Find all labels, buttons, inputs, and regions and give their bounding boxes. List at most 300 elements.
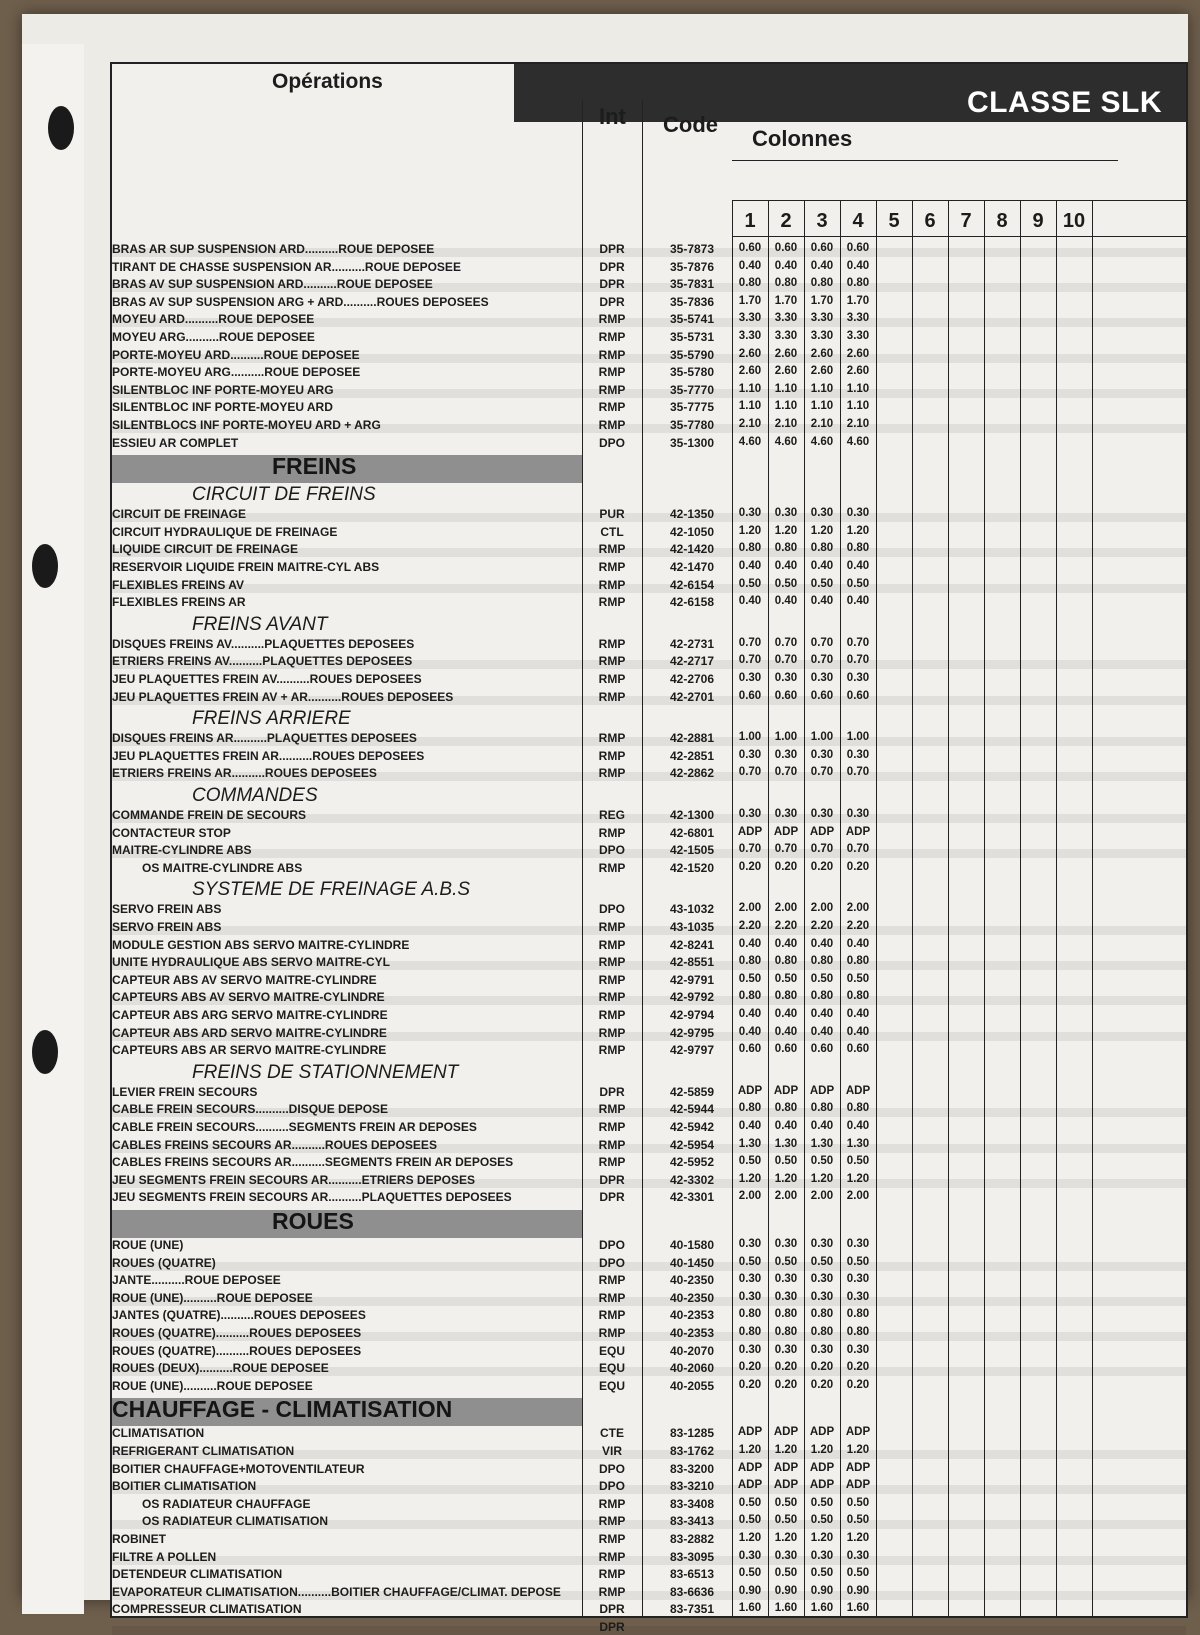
column-value: 0.70 bbox=[774, 636, 798, 649]
column-line bbox=[948, 200, 949, 1616]
column-value: ADP bbox=[845, 1479, 871, 1492]
column-value: 0.80 bbox=[774, 542, 798, 555]
column-value: 0.30 bbox=[774, 1238, 798, 1250]
operation-code: 40-1450 bbox=[669, 1255, 715, 1270]
operation-label: DISQUES FREINS AV..........PLAQUETTES DEPOSEES bbox=[112, 636, 415, 651]
column-value: 0.50 bbox=[738, 577, 762, 590]
column-number: 7 bbox=[960, 210, 972, 232]
column-value: 0.40 bbox=[846, 560, 870, 572]
operation-label: JEU SEGMENTS FREIN SECOURS AR..........PLAQUETTES DEPOSEES bbox=[112, 1190, 512, 1205]
column-number: 8 bbox=[996, 210, 1008, 232]
int-code: RMP bbox=[598, 400, 626, 415]
column-value: 3.30 bbox=[846, 330, 870, 342]
column-value: 1.10 bbox=[774, 400, 798, 413]
column-value: 0.20 bbox=[738, 1378, 762, 1391]
operation-code: 42-5944 bbox=[669, 1102, 715, 1117]
int-code: RMP bbox=[598, 347, 626, 362]
column-value: 0.30 bbox=[846, 1343, 870, 1356]
code-header: Code bbox=[663, 112, 718, 137]
column-value: 0.60 bbox=[810, 242, 834, 254]
operation-code: 35-5731 bbox=[669, 330, 715, 344]
column-value: 0.80 bbox=[774, 1326, 798, 1338]
column-value: 1.20 bbox=[810, 524, 834, 537]
column-value: 0.70 bbox=[738, 636, 762, 649]
int-code: EQU bbox=[598, 1378, 625, 1393]
operation-code: 42-1420 bbox=[669, 542, 715, 557]
column-value: 0.40 bbox=[738, 259, 762, 272]
column-value: 1.10 bbox=[738, 382, 762, 395]
column-value: 0.80 bbox=[774, 1308, 798, 1321]
operation-label: JEU PLAQUETTES FREIN AV..........ROUES DEPOSEES bbox=[112, 672, 422, 686]
int-code: RMP bbox=[598, 672, 626, 686]
operation-label: DETENDEUR CLIMATISATION bbox=[112, 1567, 283, 1582]
column-value: 1.70 bbox=[738, 294, 762, 307]
column-value: 0.30 bbox=[738, 748, 762, 761]
operation-code: 42-1470 bbox=[669, 560, 715, 574]
column-value: 1.20 bbox=[738, 1172, 762, 1185]
column-value: ADP bbox=[737, 825, 763, 838]
int-code: RMP bbox=[598, 1496, 626, 1511]
column-value: 0.20 bbox=[846, 860, 870, 873]
int-code: CTL bbox=[600, 524, 624, 539]
int-code: RMP bbox=[598, 1155, 626, 1170]
subsection-title: COMMANDES bbox=[192, 785, 318, 806]
column-value: 0.30 bbox=[738, 1343, 762, 1356]
column-value: 2.60 bbox=[846, 365, 870, 378]
operation-label: ROUES (QUATRE)..........ROUES DEPOSEES bbox=[112, 1326, 362, 1340]
column-value: 1.30 bbox=[774, 1137, 798, 1150]
binder-hole bbox=[32, 1030, 58, 1074]
header-rule bbox=[732, 200, 1186, 201]
int-code: REG bbox=[598, 808, 625, 822]
int-code: DPR bbox=[599, 1602, 625, 1617]
operation-label: TIRANT DE CHASSE SUSPENSION AR..........ROUE DEPOSEE bbox=[112, 259, 461, 274]
column-value: 1.20 bbox=[810, 1444, 834, 1456]
column-value: 0.50 bbox=[738, 1514, 762, 1527]
int-code: RMP bbox=[598, 577, 626, 592]
operation-label: BRAS AV SUP SUSPENSION ARD..........ROUE DEPOSEE bbox=[112, 277, 433, 292]
column-value: 0.20 bbox=[810, 1361, 834, 1374]
operation-label: CABLE FREIN SECOURS..........SEGMENTS FREIN AR DEPOSES bbox=[112, 1120, 477, 1134]
operation-label: BOITIER CLIMATISATION bbox=[112, 1479, 257, 1494]
operation-code: 83-1285 bbox=[669, 1426, 715, 1441]
operation-code: 35-7873 bbox=[669, 242, 715, 256]
column-value: 0.70 bbox=[810, 843, 834, 856]
operation-code: 42-9792 bbox=[669, 990, 715, 1005]
operation-label: CIRCUIT HYDRAULIQUE DE FREINAGE bbox=[112, 524, 338, 539]
column-value: 0.30 bbox=[846, 1273, 870, 1286]
column-value: 0.50 bbox=[846, 1155, 870, 1168]
int-code: RMP bbox=[598, 731, 626, 746]
operation-code: 83-3408 bbox=[669, 1496, 715, 1511]
column-value: ADP bbox=[809, 1479, 835, 1492]
int-code: RMP bbox=[598, 1043, 626, 1058]
class-label: CLASSE SLK bbox=[966, 86, 1162, 119]
labour-time-table bbox=[110, 62, 1188, 1634]
int-code: RMP bbox=[598, 542, 626, 557]
column-value: 0.50 bbox=[738, 1155, 762, 1168]
binder-edge bbox=[22, 44, 84, 1614]
column-value: 0.60 bbox=[774, 242, 798, 254]
operation-code: 83-3413 bbox=[669, 1514, 715, 1529]
column-value: 0.30 bbox=[774, 1273, 798, 1286]
column-value: 1.10 bbox=[738, 400, 762, 413]
column-line bbox=[1056, 200, 1057, 1616]
int-code: RMP bbox=[598, 365, 626, 380]
column-value: 1.10 bbox=[774, 382, 798, 395]
header-rule bbox=[732, 160, 1118, 161]
operation-label: COMPRESSEUR CLIMATISATION bbox=[112, 1602, 302, 1617]
int-code: DPR bbox=[599, 242, 625, 256]
column-value: 1.20 bbox=[738, 524, 762, 537]
operation-label: BRAS AR SUP SUSPENSION ARD..........ROUE DEPOSEE bbox=[112, 242, 435, 256]
column-value: 1.70 bbox=[846, 294, 870, 307]
operation-code: 42-2706 bbox=[669, 672, 715, 686]
operation-label: JANTE..........ROUE DEPOSEE bbox=[112, 1273, 281, 1288]
column-value: 0.50 bbox=[774, 577, 798, 590]
int-code: PUR bbox=[599, 507, 625, 522]
operation-code: 40-1580 bbox=[669, 1238, 715, 1252]
operation-code: 83-1762 bbox=[669, 1444, 715, 1458]
column-value: ADP bbox=[737, 1426, 763, 1439]
int-code: RMP bbox=[598, 1290, 626, 1305]
column-value: 0.70 bbox=[738, 843, 762, 856]
operation-code: 83-3210 bbox=[669, 1479, 715, 1494]
operation-code: 42-9795 bbox=[669, 1025, 715, 1040]
column-value: 0.90 bbox=[738, 1584, 762, 1597]
int-code: RMP bbox=[598, 1308, 626, 1323]
column-value: 1.60 bbox=[774, 1602, 798, 1615]
column-value: ADP bbox=[737, 1084, 763, 1097]
operation-code: 42-3301 bbox=[669, 1190, 715, 1205]
column-value: 0.80 bbox=[810, 1102, 834, 1115]
int-code: RMP bbox=[598, 748, 626, 763]
column-value: 2.60 bbox=[738, 365, 762, 378]
operation-code: 83-3095 bbox=[669, 1549, 715, 1564]
column-value: 0.30 bbox=[810, 672, 834, 684]
column-value: 1.30 bbox=[846, 1137, 870, 1150]
column-value: 0.30 bbox=[810, 748, 834, 761]
operation-code: 42-5859 bbox=[669, 1084, 715, 1099]
column-value: 3.30 bbox=[810, 312, 834, 325]
binder-hole bbox=[48, 106, 74, 150]
operation-code: 42-8241 bbox=[669, 937, 715, 952]
operation-label: PORTE-MOYEU ARD..........ROUE DEPOSEE bbox=[112, 347, 360, 362]
operation-code: 35-5741 bbox=[669, 312, 715, 327]
column-value: 0.40 bbox=[738, 1120, 762, 1132]
column-value: 0.80 bbox=[774, 1102, 798, 1115]
column-value: 1.60 bbox=[810, 1602, 834, 1615]
int-code: DPR bbox=[599, 1620, 625, 1634]
int-code: DPR bbox=[599, 1084, 625, 1099]
column-value: 0.40 bbox=[774, 1120, 798, 1132]
operation-label: ROUE (UNE) bbox=[112, 1238, 184, 1252]
column-value: 0.60 bbox=[738, 242, 762, 254]
column-value: ADP bbox=[809, 1426, 835, 1439]
column-value: 1.10 bbox=[846, 400, 870, 413]
int-code: EQU bbox=[598, 1361, 625, 1376]
column-value: 0.50 bbox=[738, 1567, 762, 1580]
column-value: ADP bbox=[845, 1084, 871, 1097]
column-value: 0.30 bbox=[774, 1343, 798, 1356]
int-code: DPR bbox=[599, 1172, 625, 1187]
column-value: 0.50 bbox=[810, 1155, 834, 1168]
section-title: CHAUFFAGE - CLIMATISATION bbox=[112, 1396, 453, 1423]
column-value: 0.70 bbox=[774, 843, 798, 856]
operation-code: 83-6513 bbox=[669, 1567, 715, 1582]
int-code: RMP bbox=[598, 636, 626, 651]
column-value: 4.60 bbox=[846, 435, 870, 448]
column-value: 1.20 bbox=[810, 1532, 834, 1544]
column-number: 1 bbox=[744, 210, 756, 232]
column-value: 2.00 bbox=[846, 1190, 870, 1203]
operation-code: 35-7780 bbox=[669, 418, 715, 432]
column-value: 0.30 bbox=[738, 808, 762, 820]
column-value: 0.80 bbox=[810, 955, 834, 968]
operation-label: CAPTEURS ABS AV SERVO MAITRE-CYLINDRE bbox=[112, 990, 385, 1005]
column-value: 0.20 bbox=[774, 1378, 798, 1391]
column-value: 0.20 bbox=[774, 1361, 798, 1374]
column-value: 1.20 bbox=[810, 1172, 834, 1185]
column-value: 1.70 bbox=[810, 294, 834, 307]
column-value: 0.30 bbox=[846, 748, 870, 761]
subsection-title: FREINS DE STATIONNEMENT bbox=[192, 1061, 459, 1083]
column-value: 0.30 bbox=[774, 507, 798, 520]
column-value: 0.80 bbox=[810, 542, 834, 555]
column-value: 0.80 bbox=[774, 990, 798, 1003]
column-value: ADP bbox=[773, 1461, 799, 1474]
column-value: 0.40 bbox=[846, 1008, 870, 1020]
operation-label: SERVO FREIN ABS bbox=[112, 902, 222, 917]
column-value: 2.60 bbox=[774, 365, 798, 378]
operation-code: 42-8551 bbox=[669, 955, 715, 970]
int-code: EQU bbox=[598, 1343, 625, 1358]
column-value: 0.30 bbox=[810, 1238, 834, 1250]
column-value: 0.80 bbox=[738, 990, 762, 1003]
operation-code: 42-6801 bbox=[669, 825, 715, 840]
column-value: 2.00 bbox=[774, 1190, 798, 1203]
column-value: 0.40 bbox=[846, 1025, 870, 1038]
column-value: 0.50 bbox=[774, 972, 798, 985]
column-value: 0.50 bbox=[774, 1155, 798, 1168]
column-value: 0.70 bbox=[846, 636, 870, 649]
column-value: 2.20 bbox=[738, 920, 762, 932]
operation-code: 43-1032 bbox=[669, 902, 715, 917]
binder-hole bbox=[32, 544, 58, 588]
operation-code: 40-2350 bbox=[669, 1273, 715, 1288]
subsection-title: FREINS ARRIERE bbox=[192, 708, 351, 730]
int-header: Int bbox=[599, 104, 626, 129]
column-value: 0.50 bbox=[810, 1255, 834, 1268]
column-value: 0.40 bbox=[774, 1025, 798, 1038]
column-value: 0.80 bbox=[810, 1326, 834, 1338]
column-line bbox=[984, 200, 985, 1616]
section-title: FREINS bbox=[272, 453, 357, 480]
column-value: 0.40 bbox=[738, 595, 762, 608]
column-value: ADP bbox=[809, 1461, 835, 1474]
operation-code: 83-2882 bbox=[669, 1532, 715, 1546]
subsection-title: SYSTEME DE FREINAGE A.B.S bbox=[192, 879, 471, 901]
int-code: DPR bbox=[599, 259, 625, 274]
operation-label: MOYEU ARG..........ROUE DEPOSEE bbox=[112, 330, 315, 344]
operation-label: ESSIEU AR COMPLET bbox=[112, 435, 239, 450]
operation-label: JEU SEGMENTS FREIN SECOURS AR..........ETRIERS DEPOSES bbox=[112, 1172, 475, 1187]
column-value: 2.60 bbox=[774, 347, 798, 360]
column-number: 10 bbox=[1062, 210, 1086, 232]
column-value: 0.30 bbox=[774, 808, 798, 820]
column-value: 0.80 bbox=[738, 277, 762, 290]
column-number: 2 bbox=[780, 210, 792, 232]
operation-label: SILENTBLOC INF PORTE-MOYEU ARG bbox=[112, 382, 334, 397]
column-value: 2.00 bbox=[774, 902, 798, 915]
column-value: 0.20 bbox=[774, 860, 798, 873]
operation-label: COMMANDE FREIN DE SECOURS bbox=[112, 808, 307, 822]
column-value: 0.40 bbox=[774, 560, 798, 572]
int-code: RMP bbox=[598, 1532, 626, 1546]
column-value: 0.40 bbox=[774, 1008, 798, 1020]
int-code: RMP bbox=[598, 1514, 626, 1529]
column-value: 1.10 bbox=[810, 382, 834, 395]
column-value: 0.70 bbox=[738, 766, 762, 779]
column-value: 4.60 bbox=[810, 435, 834, 448]
operation-code: 42-6154 bbox=[669, 577, 715, 592]
operation-label: CONTACTEUR STOP bbox=[112, 825, 231, 840]
column-value: 0.50 bbox=[738, 1496, 762, 1509]
column-value: 2.10 bbox=[810, 418, 834, 430]
column-value: 0.80 bbox=[810, 990, 834, 1003]
column-value: 0.80 bbox=[810, 277, 834, 290]
column-value: 0.50 bbox=[846, 1514, 870, 1527]
column-value: 0.70 bbox=[810, 654, 834, 667]
column-value: ADP bbox=[845, 825, 871, 838]
int-code: RMP bbox=[598, 1567, 626, 1582]
column-value: 1.00 bbox=[774, 731, 798, 744]
column-number: 4 bbox=[852, 210, 864, 232]
column-value: 2.60 bbox=[810, 347, 834, 360]
column-value: 0.80 bbox=[774, 277, 798, 290]
column-value: 0.40 bbox=[774, 937, 798, 950]
operation-code: 40-2055 bbox=[669, 1378, 715, 1393]
column-value: 0.30 bbox=[774, 672, 798, 684]
int-code: RMP bbox=[598, 766, 626, 781]
column-value: 2.10 bbox=[774, 418, 798, 430]
column-value: 0.80 bbox=[738, 1102, 762, 1115]
column-value: 1.60 bbox=[738, 1602, 762, 1615]
column-value: 0.70 bbox=[774, 654, 798, 667]
column-value: 0.50 bbox=[846, 1255, 870, 1268]
column-value: 3.30 bbox=[846, 312, 870, 325]
column-value: 0.50 bbox=[846, 577, 870, 590]
int-code: RMP bbox=[598, 1584, 626, 1599]
row-stripe bbox=[112, 1626, 1186, 1635]
operation-code: 42-1520 bbox=[669, 860, 715, 875]
int-code: RMP bbox=[598, 1326, 626, 1340]
int-code: DPO bbox=[598, 902, 625, 917]
column-value: 0.60 bbox=[774, 1043, 798, 1056]
int-code: DPR bbox=[599, 294, 625, 309]
column-value: 0.40 bbox=[846, 1120, 870, 1132]
subsection-title: FREINS AVANT bbox=[192, 613, 328, 635]
column-value: 1.20 bbox=[774, 1172, 798, 1185]
operation-code: 40-2060 bbox=[669, 1361, 715, 1376]
operation-label: LEVIER FREIN SECOURS bbox=[112, 1084, 258, 1099]
operation-label: SILENTBLOC INF PORTE-MOYEU ARD bbox=[112, 400, 333, 415]
operation-label: CLIMATISATION bbox=[112, 1426, 205, 1441]
column-value: 1.20 bbox=[774, 1444, 798, 1456]
int-code: RMP bbox=[598, 1273, 626, 1288]
operation-label: CIRCUIT DE FREINAGE bbox=[112, 507, 247, 522]
column-value: 1.20 bbox=[738, 1532, 762, 1544]
int-code: RMP bbox=[598, 382, 626, 397]
operation-label: FILTRE A POLLEN bbox=[112, 1549, 217, 1564]
column-value: 0.40 bbox=[810, 259, 834, 272]
column-value: 0.30 bbox=[810, 808, 834, 820]
column-value: ADP bbox=[773, 825, 799, 838]
operation-code: 83-6636 bbox=[669, 1584, 715, 1599]
int-code: RMP bbox=[598, 825, 626, 840]
operation-label: JEU PLAQUETTES FREIN AV + AR..........ROUES DEPOSEES bbox=[112, 689, 454, 704]
column-number: 9 bbox=[1032, 210, 1044, 232]
column-value: 4.60 bbox=[738, 435, 762, 448]
column-value: ADP bbox=[845, 1426, 871, 1439]
column-value: 0.40 bbox=[810, 1008, 834, 1020]
column-value: 1.30 bbox=[810, 1137, 834, 1150]
operation-code: 35-7775 bbox=[669, 400, 715, 415]
column-value: 1.00 bbox=[846, 731, 870, 744]
column-value: 0.20 bbox=[738, 1361, 762, 1374]
operation-code: 42-1050 bbox=[669, 524, 715, 539]
int-code: RMP bbox=[598, 1025, 626, 1040]
int-code: RMP bbox=[598, 312, 626, 327]
operation-label: FLEXIBLES FREINS AR bbox=[112, 595, 246, 610]
column-value: ADP bbox=[809, 1084, 835, 1097]
column-value: 0.40 bbox=[738, 560, 762, 572]
operation-label: REFRIGERANT CLIMATISATION bbox=[112, 1444, 295, 1458]
int-code: RMP bbox=[598, 1008, 626, 1022]
column-value: 0.50 bbox=[774, 1514, 798, 1527]
operation-label: ROUES (QUATRE)..........ROUES DEPOSEES bbox=[112, 1343, 362, 1358]
column-value: 0.60 bbox=[810, 689, 834, 702]
column-value: 0.20 bbox=[738, 860, 762, 873]
column-value: 0.70 bbox=[846, 843, 870, 856]
operation-code: 40-2353 bbox=[669, 1326, 715, 1340]
column-line bbox=[1092, 200, 1093, 1616]
operation-label: CABLES FREINS SECOURS AR..........SEGMENTS FREIN AR DEPOSES bbox=[112, 1155, 514, 1170]
column-value: 0.60 bbox=[774, 689, 798, 702]
column-value: 0.30 bbox=[738, 672, 762, 684]
column-value: 0.40 bbox=[810, 1025, 834, 1038]
column-value: 0.20 bbox=[846, 1378, 870, 1391]
column-value: 0.90 bbox=[810, 1584, 834, 1597]
column-line bbox=[1020, 200, 1021, 1616]
column-value: 0.70 bbox=[738, 654, 762, 667]
column-value: 1.70 bbox=[774, 294, 798, 307]
operation-code: 42-2731 bbox=[669, 636, 715, 651]
column-value: 0.30 bbox=[738, 1290, 762, 1303]
operation-label: CABLE FREIN SECOURS..........DISQUE DEPOSE bbox=[112, 1102, 389, 1117]
column-value: 0.60 bbox=[810, 1043, 834, 1056]
int-code: DPR bbox=[599, 1190, 625, 1205]
operation-label: BOITIER CHAUFFAGE+MOTOVENTILATEUR bbox=[112, 1461, 365, 1476]
column-value: 0.30 bbox=[846, 672, 870, 684]
operation-code: 42-2851 bbox=[669, 748, 715, 763]
operation-label: UNITE HYDRAULIQUE ABS SERVO MAITRE-CYL bbox=[112, 955, 391, 970]
operation-label: CAPTEUR ABS ARG SERVO MAITRE-CYLINDRE bbox=[112, 1008, 388, 1022]
int-code: RMP bbox=[598, 937, 626, 952]
int-code: DPO bbox=[598, 435, 625, 450]
int-code: RMP bbox=[598, 990, 626, 1005]
operation-code: 35-5790 bbox=[669, 347, 715, 362]
